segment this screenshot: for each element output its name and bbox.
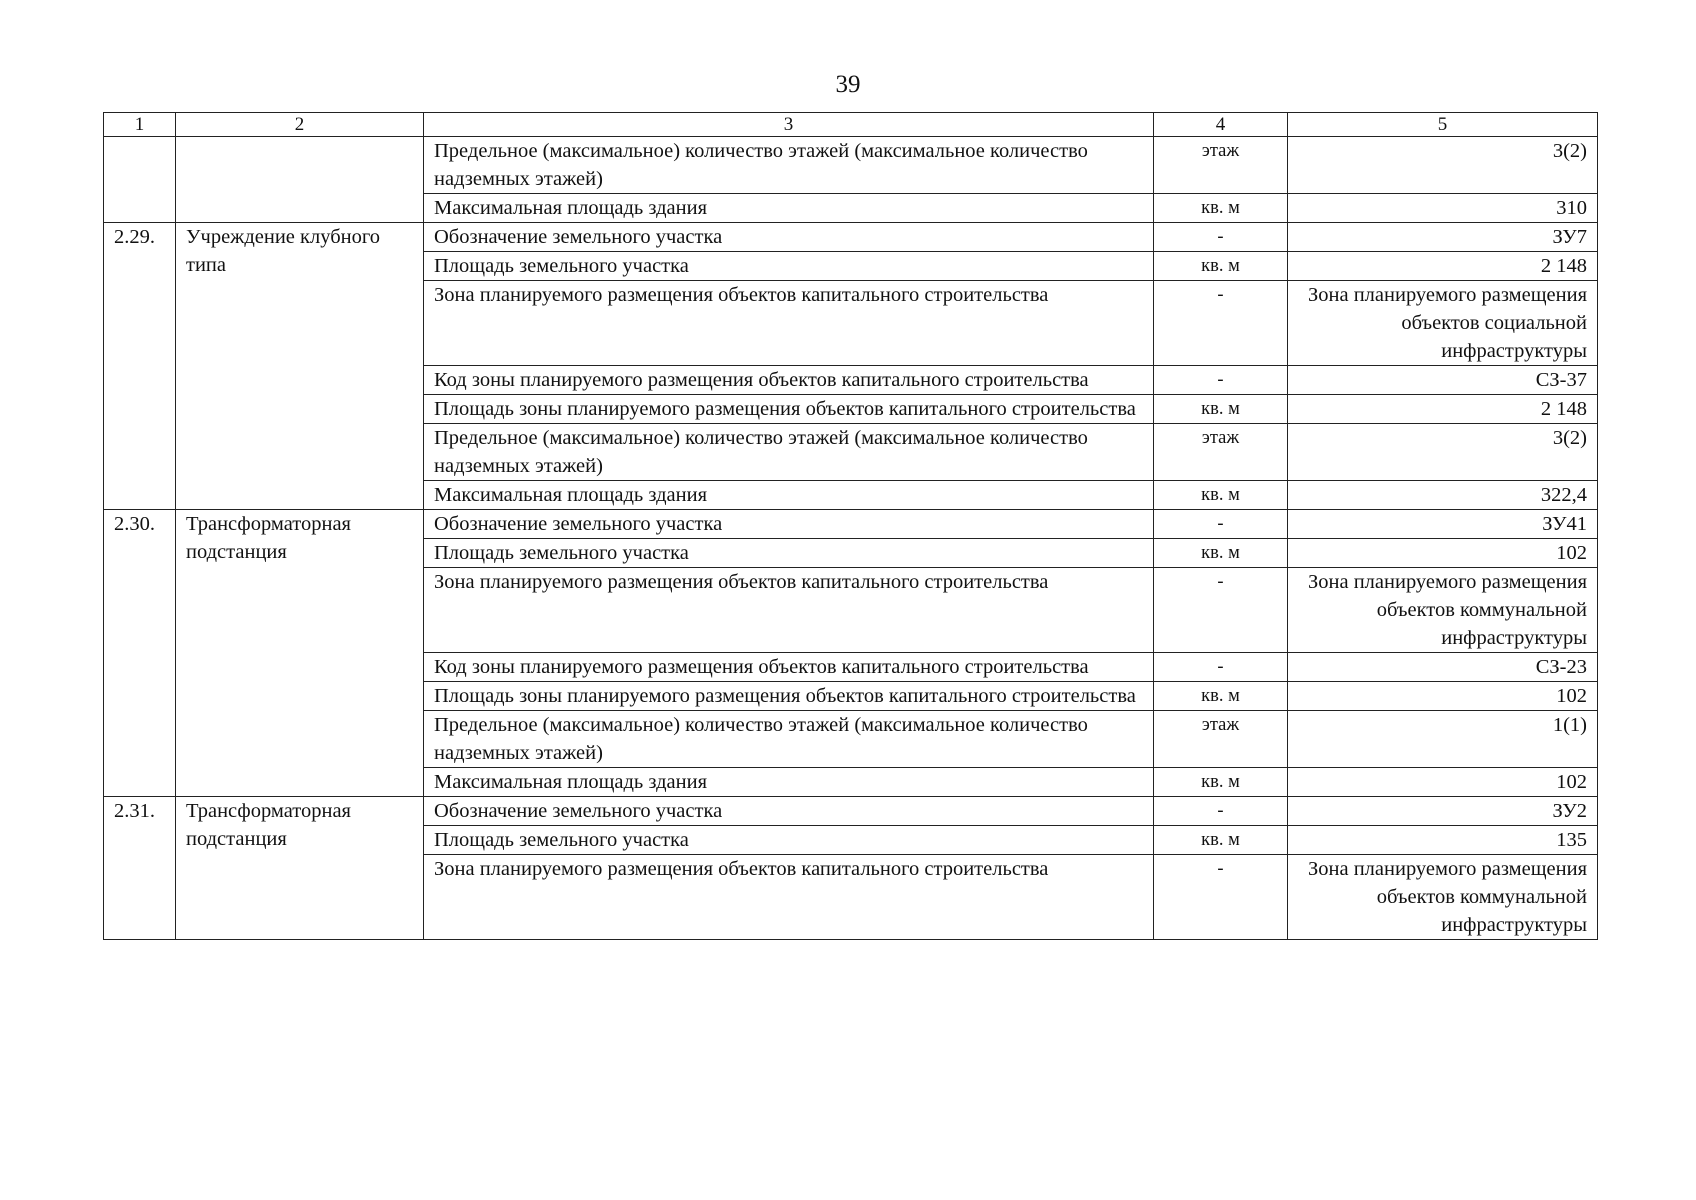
table-row bbox=[104, 223, 1598, 252]
column-number: 1 bbox=[104, 113, 176, 137]
parameter-name: Площадь зоны планируемого размещения объектов капитального строительства bbox=[424, 682, 1154, 711]
parameter-name: Площадь зоны планируемого размещения объектов капитального строительства bbox=[424, 395, 1154, 424]
unit-of-measure: кв. м bbox=[1154, 481, 1288, 510]
parameters-table bbox=[103, 112, 1598, 940]
unit-of-measure: - bbox=[1154, 366, 1288, 395]
parameter-value: 102 bbox=[1288, 539, 1598, 568]
parameter-value: ЗУ2 bbox=[1288, 797, 1598, 826]
column-number: 4 bbox=[1154, 113, 1288, 137]
unit-of-measure: кв. м bbox=[1154, 768, 1288, 797]
table-row bbox=[104, 510, 1598, 539]
parameter-value: 3(2) bbox=[1288, 424, 1598, 481]
table-row bbox=[104, 797, 1598, 826]
unit-of-measure: кв. м bbox=[1154, 194, 1288, 223]
parameter-name: Максимальная площадь здания bbox=[424, 768, 1154, 797]
unit-of-measure: этаж bbox=[1154, 137, 1288, 194]
parameter-name: Площадь земельного участка bbox=[424, 826, 1154, 855]
parameter-name: Предельное (максимальное) количество этажей (максимальное количество надземных этажей) bbox=[424, 424, 1154, 481]
parameter-value: 102 bbox=[1288, 682, 1598, 711]
unit-of-measure: - bbox=[1154, 653, 1288, 682]
unit-of-measure: - bbox=[1154, 223, 1288, 252]
unit-of-measure: кв. м bbox=[1154, 539, 1288, 568]
unit-of-measure: - bbox=[1154, 568, 1288, 653]
object-number: 2.30. bbox=[104, 510, 176, 797]
parameter-value: 310 bbox=[1288, 194, 1598, 223]
table-row bbox=[104, 137, 1598, 194]
parameter-value: ЗУ41 bbox=[1288, 510, 1598, 539]
parameter-name: Предельное (максимальное) количество этажей (максимальное количество надземных этажей) bbox=[424, 711, 1154, 768]
parameter-name: Максимальная площадь здания bbox=[424, 481, 1154, 510]
parameter-name: Площадь земельного участка bbox=[424, 539, 1154, 568]
page-number: 39 bbox=[835, 71, 861, 98]
parameter-value: Зона планируемого размещения объектов коммунальной инфраструктуры bbox=[1288, 568, 1598, 653]
parameter-value: Зона планируемого размещения объектов коммунальной инфраструктуры bbox=[1288, 855, 1598, 940]
parameter-name: Предельное (максимальное) количество этажей (максимальное количество надземных этажей) bbox=[424, 137, 1154, 194]
parameter-name: Площадь земельного участка bbox=[424, 252, 1154, 281]
unit-of-measure: - bbox=[1154, 510, 1288, 539]
parameter-value: 2 148 bbox=[1288, 395, 1598, 424]
object-name: Трансформаторная подстанция bbox=[176, 510, 424, 797]
parameter-value: 2 148 bbox=[1288, 252, 1598, 281]
parameter-name: Зона планируемого размещения объектов капитального строительства bbox=[424, 855, 1154, 940]
column-number: 2 bbox=[176, 113, 424, 137]
parameter-value: 1(1) bbox=[1288, 711, 1598, 768]
object-number: 2.31. bbox=[104, 797, 176, 940]
unit-of-measure: кв. м bbox=[1154, 252, 1288, 281]
parameter-name: Максимальная площадь здания bbox=[424, 194, 1154, 223]
unit-of-measure: - bbox=[1154, 797, 1288, 826]
object-name-cell bbox=[176, 137, 424, 223]
unit-of-measure: кв. м bbox=[1154, 826, 1288, 855]
unit-of-measure: этаж bbox=[1154, 424, 1288, 481]
parameter-value: ЗУ7 bbox=[1288, 223, 1598, 252]
parameter-name: Код зоны планируемого размещения объектов капитального строительства bbox=[424, 653, 1154, 682]
parameter-name: Зона планируемого размещения объектов капитального строительства bbox=[424, 568, 1154, 653]
object-name: Учреждение клубного типа bbox=[176, 223, 424, 510]
unit-of-measure: этаж bbox=[1154, 711, 1288, 768]
object-name: Трансформаторная подстанция bbox=[176, 797, 424, 940]
parameter-name: Код зоны планируемого размещения объектов капитального строительства bbox=[424, 366, 1154, 395]
parameter-name: Обозначение земельного участка bbox=[424, 797, 1154, 826]
object-number: 2.29. bbox=[104, 223, 176, 510]
column-number-row bbox=[104, 113, 1598, 137]
parameter-value: 322,4 bbox=[1288, 481, 1598, 510]
column-number: 3 bbox=[424, 113, 1154, 137]
parameter-value: 135 bbox=[1288, 826, 1598, 855]
parameter-value: СЗ-37 bbox=[1288, 366, 1598, 395]
object-number-cell bbox=[104, 137, 176, 223]
unit-of-measure: - bbox=[1154, 855, 1288, 940]
parameter-value: 102 bbox=[1288, 768, 1598, 797]
parameter-value: 3(2) bbox=[1288, 137, 1598, 194]
parameter-value: Зона планируемого размещения объектов социальной инфраструктуры bbox=[1288, 281, 1598, 366]
parameter-name: Обозначение земельного участка bbox=[424, 510, 1154, 539]
parameter-value: СЗ-23 bbox=[1288, 653, 1598, 682]
unit-of-measure: кв. м bbox=[1154, 395, 1288, 424]
parameter-name: Обозначение земельного участка bbox=[424, 223, 1154, 252]
column-number: 5 bbox=[1288, 113, 1598, 137]
unit-of-measure: кв. м bbox=[1154, 682, 1288, 711]
parameter-name: Зона планируемого размещения объектов капитального строительства bbox=[424, 281, 1154, 366]
unit-of-measure: - bbox=[1154, 281, 1288, 366]
